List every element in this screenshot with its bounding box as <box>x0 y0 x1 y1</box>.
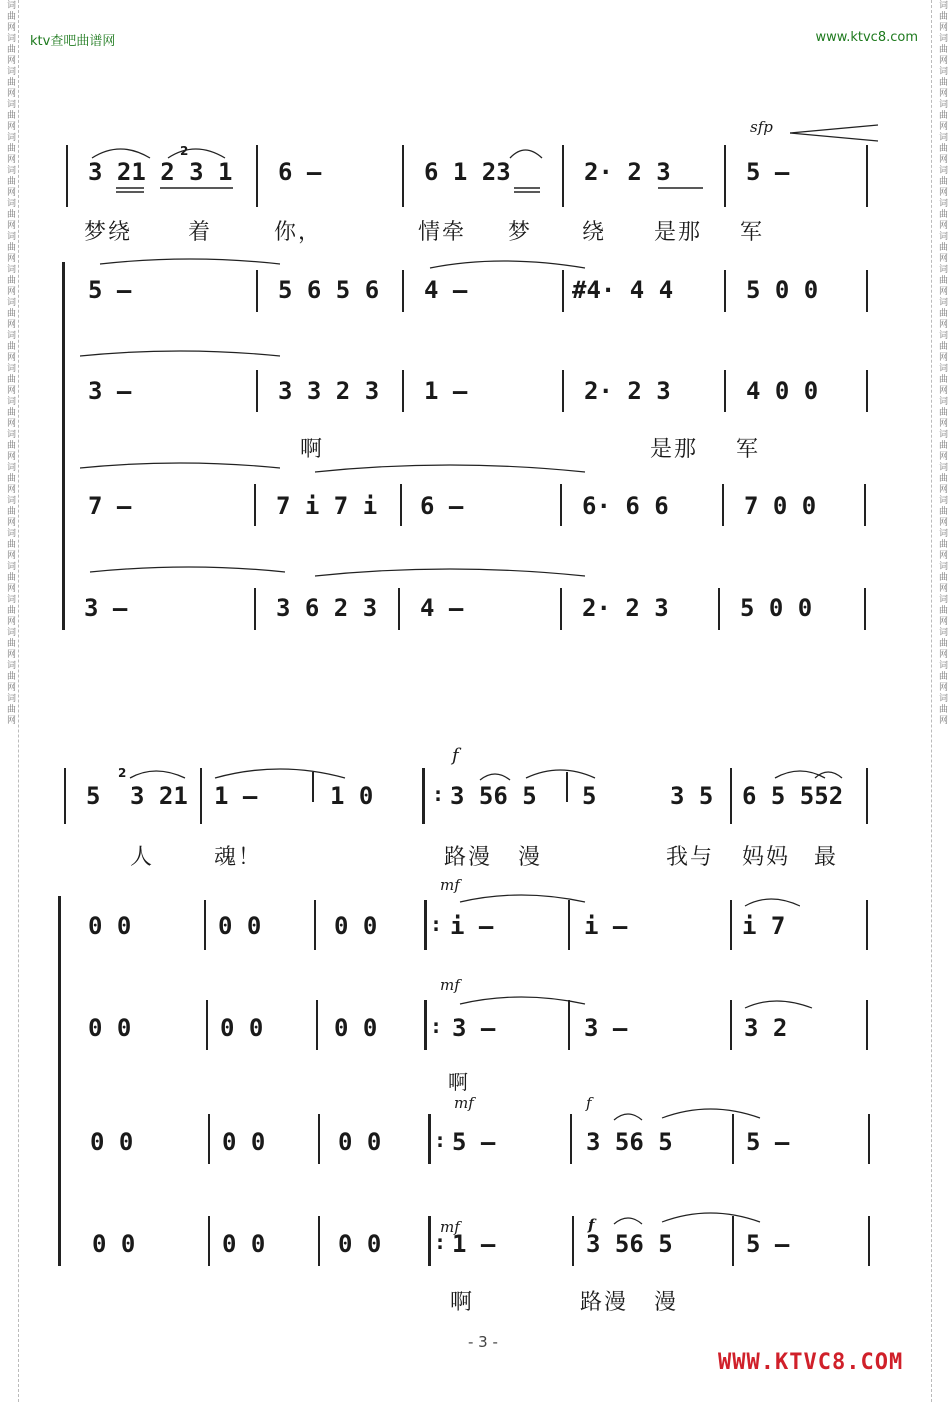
barline <box>866 370 868 412</box>
voice-2-measure-3: 0 0 <box>334 912 378 940</box>
barline <box>206 1000 208 1050</box>
dynamic-sfp: sfp <box>750 118 773 136</box>
slurs-voice-5 <box>600 1202 800 1232</box>
slurs-voice-5 <box>80 562 600 582</box>
measure-5b: 3 5 <box>670 782 714 810</box>
page-number: - 3 - <box>468 1333 498 1351</box>
barline <box>730 1000 732 1050</box>
voice-4-measure-3: 6 – <box>420 492 464 520</box>
lyric: 梦 <box>508 220 533 245</box>
dynamic-f: f <box>588 1216 595 1234</box>
barline <box>400 484 402 526</box>
voice-4-measure-4: 6· 6 6 <box>582 492 669 520</box>
dynamic-mf: mf <box>454 1094 474 1112</box>
barline <box>732 1114 734 1164</box>
barline <box>718 588 720 630</box>
voice-5-measure-2: 3 6 2 3 <box>276 594 378 622</box>
barline <box>868 1114 870 1164</box>
measure-3: 6 1 23 <box>424 158 511 186</box>
slurs-voice-2 <box>440 888 800 912</box>
barline <box>256 370 258 412</box>
repeat-barline <box>424 900 427 950</box>
barline <box>866 900 868 950</box>
barline <box>254 588 256 630</box>
voice-5-measure-6: 5 – <box>746 1230 790 1258</box>
voice-2-measure-2: 5 6 5 6 <box>278 276 380 304</box>
voice-5-measure-3: 0 0 <box>338 1230 382 1258</box>
voice-3-measure-6: 3 2 <box>744 1014 788 1042</box>
voice-4-measure-1: 7 – <box>88 492 132 520</box>
repeat-dots: : <box>430 912 443 936</box>
voice-4-measure-3: 0 0 <box>338 1128 382 1156</box>
voice-4-measure-6: 5 – <box>746 1128 790 1156</box>
slurs-voice-3 <box>440 990 820 1014</box>
lyric: 我与 <box>666 845 715 870</box>
lyric: 是那 <box>654 220 703 245</box>
beams-melody-1 <box>88 186 788 196</box>
measure-2: 1 – <box>214 782 258 810</box>
voice-4-measure-4: 5 – <box>452 1128 496 1156</box>
voice-3-measure-5: 3 – <box>584 1014 628 1042</box>
voice-3-measure-4: 3 – <box>452 1014 496 1042</box>
choir-bracket <box>62 262 65 630</box>
voice-2-measure-4: i – <box>450 912 494 940</box>
barline <box>254 484 256 526</box>
lyric: 人 <box>130 845 155 870</box>
voice-4-measure-5: 3 56 5 <box>586 1128 673 1156</box>
barline <box>204 900 206 950</box>
voice-5-measure-3: 4 – <box>420 594 464 622</box>
measure-3: 1 0 <box>330 782 374 810</box>
repeat-dots: : <box>430 1014 443 1038</box>
lyric: 妈妈 <box>742 845 791 870</box>
barline <box>570 1114 572 1164</box>
measure-5: 5 <box>582 782 597 810</box>
barline <box>208 1114 210 1164</box>
voice-2-measure-6: i 7 <box>742 912 786 940</box>
lyric: 漫 <box>654 1290 679 1315</box>
repeat-dots: : <box>434 1128 447 1152</box>
barline <box>730 900 732 950</box>
site-name-left: ktv查吧曲谱网 <box>30 34 116 49</box>
voice-4-measure-1: 0 0 <box>90 1128 134 1156</box>
lyric: 啊 <box>300 437 325 462</box>
lyric: 最 <box>814 845 839 870</box>
barline <box>398 588 400 630</box>
voice-5-measure-4: 2· 2 3 <box>582 594 669 622</box>
voice-5-measure-1: 0 0 <box>92 1230 136 1258</box>
repeat-barline <box>424 1000 427 1050</box>
voice-3-measure-4: 2· 2 3 <box>584 377 671 405</box>
repeat-dots: : <box>434 1230 447 1254</box>
slurs-voice-2 <box>80 254 600 274</box>
lyric: 魂！ <box>214 845 263 870</box>
voice-4-measure-2: 7 i 7 i <box>276 492 378 520</box>
voice-5-measure-4: 1 – <box>452 1230 496 1258</box>
voice-2-measure-5: i – <box>584 912 628 940</box>
voice-3-measure-3: 0 0 <box>334 1014 378 1042</box>
measure-6: 6 5 552 <box>742 782 844 810</box>
barline <box>316 1000 318 1050</box>
dynamic-mf: mf <box>440 1218 460 1236</box>
barline <box>318 1216 320 1266</box>
lyric: 路漫 <box>444 845 493 870</box>
lyric: 是那 <box>650 437 699 462</box>
dynamic-f: f <box>452 745 459 766</box>
voice-2-measure-3: 4 – <box>424 276 468 304</box>
voice-4-measure-5: 7 0 0 <box>744 492 817 520</box>
slurs-melody-1 <box>60 140 880 170</box>
side-watermark-left: 词曲网词曲网词曲网词曲网词曲网词曲网词曲网词曲网词曲网词曲网词曲网词曲网词曲网词曲网词曲网词曲网词曲网词曲网词曲网词曲网词曲网词曲网 <box>5 0 15 726</box>
barline <box>732 1216 734 1266</box>
barline <box>256 270 258 312</box>
measure-4: 3 56 5 <box>450 782 537 810</box>
repeat-barline <box>428 1114 431 1164</box>
barline <box>722 484 724 526</box>
voice-2-measure-2: 0 0 <box>218 912 262 940</box>
voice-2-measure-1: 0 0 <box>88 912 132 940</box>
barline <box>560 484 562 526</box>
barline <box>314 900 316 950</box>
barline <box>572 1216 574 1266</box>
barline <box>402 370 404 412</box>
barline <box>866 270 868 312</box>
grace-note: 2 <box>118 766 127 780</box>
slurs-voice-3 <box>80 346 600 366</box>
voice-2-measure-1: 5 – <box>88 276 132 304</box>
voice-3-measure-3: 1 – <box>424 377 468 405</box>
lyric: 军 <box>740 220 765 245</box>
barline <box>724 270 726 312</box>
barline <box>568 900 570 950</box>
slurs-voice-4 <box>80 458 600 478</box>
slurs-voice-4 <box>600 1100 800 1130</box>
measure-1: 3 21 2 3 1 <box>88 158 233 186</box>
barline <box>208 1216 210 1266</box>
barline <box>562 270 564 312</box>
measure-1b: 3 21 <box>130 782 188 810</box>
barline <box>402 270 404 312</box>
site-logo: WWW.KTVC8.COM <box>718 1350 904 1375</box>
dynamic-mf: mf <box>440 876 460 894</box>
measure-5: 5 – <box>746 158 790 186</box>
repeat-dots: : <box>432 782 445 806</box>
barline <box>560 588 562 630</box>
lyric: 绕 <box>582 220 607 245</box>
left-dashed-border <box>18 0 19 1402</box>
lyric: 路漫 <box>580 1290 629 1315</box>
lyric: 军 <box>736 437 761 462</box>
voice-2-measure-4: #4· 4 4 <box>572 276 674 304</box>
lyric: 漫 <box>518 845 543 870</box>
voice-5-measure-2: 0 0 <box>222 1230 266 1258</box>
barline <box>864 484 866 526</box>
lyric: 着 <box>188 220 213 245</box>
barline <box>864 588 866 630</box>
barline <box>866 1000 868 1050</box>
voice-4-measure-2: 0 0 <box>222 1128 266 1156</box>
right-dashed-border <box>931 0 932 1402</box>
voice-2-measure-5: 5 0 0 <box>746 276 819 304</box>
voice-3-measure-1: 0 0 <box>88 1014 132 1042</box>
lyric: 梦绕 <box>84 220 133 245</box>
dynamic-f: f <box>586 1094 592 1112</box>
lyric: 你， <box>274 220 323 245</box>
slurs-melody-2 <box>60 760 880 790</box>
barline <box>724 370 726 412</box>
site-url-right: www.ktvc8.com <box>815 30 918 45</box>
barline <box>568 1000 570 1050</box>
voice-3-measure-2: 3 3 2 3 <box>278 377 380 405</box>
barline <box>868 1216 870 1266</box>
voice-5-measure-1: 3 – <box>84 594 128 622</box>
lyric: 啊 <box>450 1290 475 1315</box>
dynamic-mf: mf <box>440 976 460 994</box>
measure-4: 2· 2 3 <box>584 158 671 186</box>
voice-3-measure-1: 3 – <box>88 377 132 405</box>
grace-note: 2 <box>180 144 189 158</box>
voice-5-measure-5: 3 56 5 <box>586 1230 673 1258</box>
side-watermark-right: 词曲网词曲网词曲网词曲网词曲网词曲网词曲网词曲网词曲网词曲网词曲网词曲网词曲网词曲网词曲网词曲网词曲网词曲网词曲网词曲网词曲网词曲网 <box>937 0 947 726</box>
repeat-barline <box>428 1216 431 1266</box>
voice-3-measure-2: 0 0 <box>220 1014 264 1042</box>
lyric: 情牵 <box>418 220 467 245</box>
voice-3-measure-5: 4 0 0 <box>746 377 819 405</box>
barline <box>318 1114 320 1164</box>
voice-3-lyric: 啊 <box>448 1070 470 1094</box>
measure-1: 5 <box>86 782 101 810</box>
barline <box>562 370 564 412</box>
voice-5-measure-5: 5 0 0 <box>740 594 813 622</box>
measure-2: 6 – <box>278 158 322 186</box>
choir-bracket <box>58 896 61 1266</box>
